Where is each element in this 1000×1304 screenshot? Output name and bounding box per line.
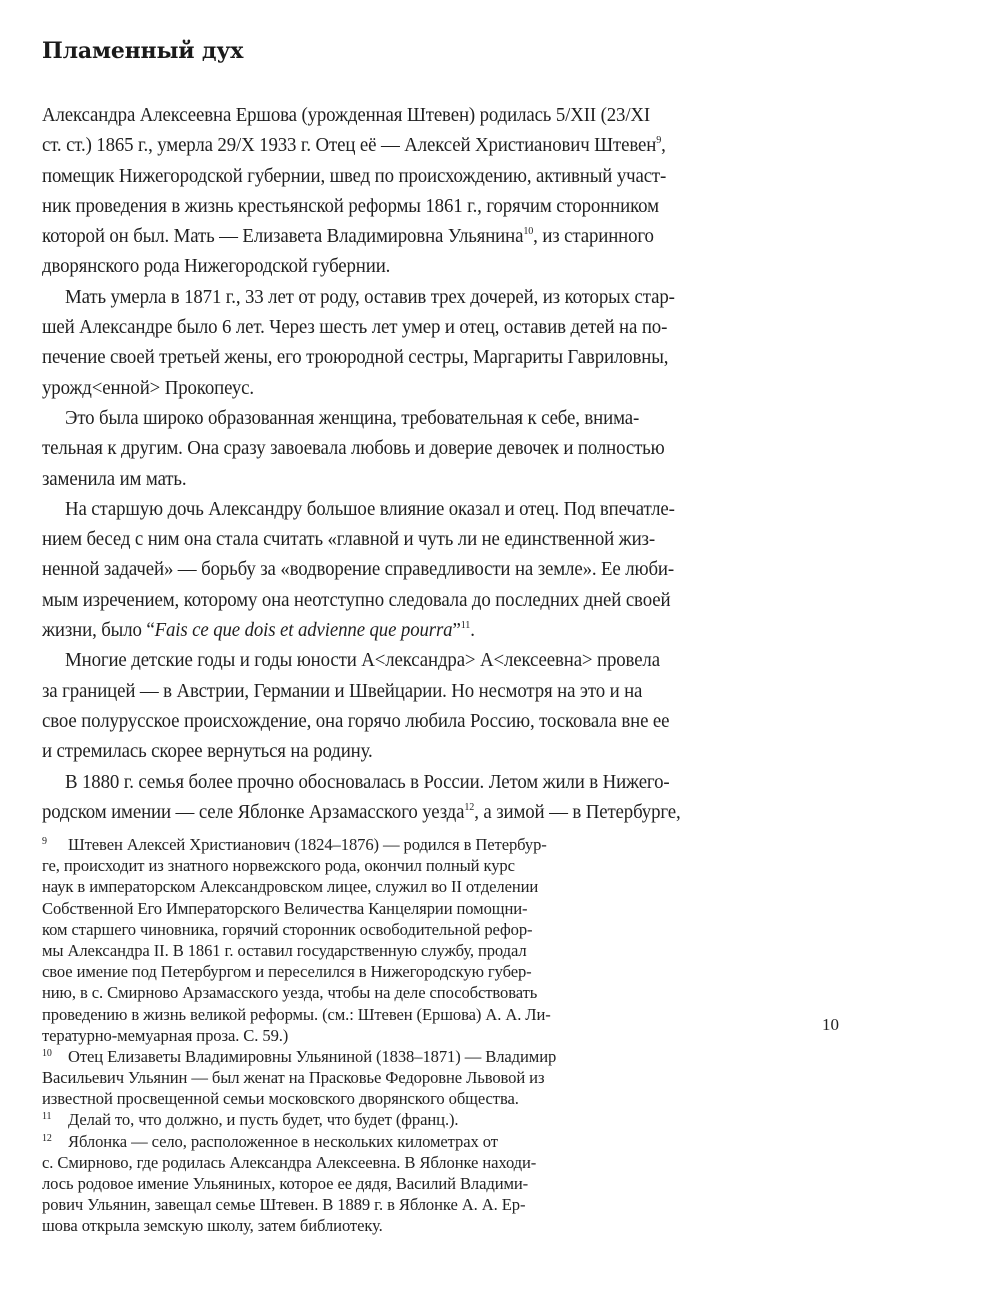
text-line: помещик Нижегородской губернии, швед по происхождению, активный участ- [42, 164, 667, 187]
page-title: Пламенный дух [42, 38, 244, 64]
text-line: урожд<енной> Прокопеус. [42, 376, 254, 399]
paragraph-start: Это была широко образованная женщина, требовательная к себе, внима- [65, 406, 640, 429]
footnote-ref-10[interactable]: 10 [523, 225, 534, 238]
footnote-11: 11 Делай то, что должно, и пусть будет, что будет (франц.). [42, 1110, 459, 1130]
text-line: дворянского рода Нижегородской губернии. [42, 255, 391, 278]
text-line: мым изречением, которому она неотступно следовала до последних дней своей [42, 588, 671, 611]
text-line: которой он был. Мать — Елизавета Владимировна Ульянина$^{10}$, из старинного [42, 225, 654, 248]
text-line: ник проведения в жизнь крестьянской реформы 1861 г., горячим сторонником [42, 194, 659, 217]
text-line: жизни, было “Fais ce que dois et advienne que pourra”$^{11}$. [42, 619, 475, 642]
paragraph-start: Мать умерла в 1871 г., 33 лет от роду, оставив трех дочерей, из которых стар- [65, 285, 675, 308]
text-line: родском имении — селе Яблонке Арзамасского уезда$^{12}$, а зимой — в Петербурге, [42, 800, 681, 823]
paragraph-start: В 1880 г. семья более прочно обосновалась в России. Летом жили в Нижего- [65, 770, 670, 793]
footnote-12: 12 Яблонка — село, расположенное в нескольких километрах от с. Смирново, где родилась Александра Алексеевна. В Яблонке находи- лось родовое имение Ульяниных, которое ее дядя, Василий Владими- рович Ульянин, завещал семье Штевен. В 1889 г. в Яблонке А. А. Ер- шова открыла земскую школу, затем библиотеку. [42, 1131, 537, 1236]
text-line: тельная к другим. Она сразу завоевала любовь и доверие девочек и полностью [42, 437, 665, 460]
paragraph-start: Многие детские годы и годы юности А<лександра> А<лексеевна> провела [65, 649, 660, 672]
text-line: свое полурусское происхождение, она горячо любила Россию, тосковала вне ее [42, 709, 670, 732]
footnote-ref-12[interactable]: 12 [464, 800, 475, 813]
text-line: ненной задачей» — борьбу за «водворение справедливости на земле». Ее люби- [42, 558, 674, 581]
text-line: и стремилась скорее вернуться на родину. [42, 740, 373, 763]
footnote-ref-11[interactable]: 11 [460, 619, 471, 632]
text-line: нием бесед с ним она стала считать «главной и чуть ли не единственной жиз- [42, 528, 655, 551]
text-line: шей Александре было 6 лет. Через шесть лет умер и отец, оставив детей на по- [42, 316, 668, 339]
main-text [42, 100, 872, 827]
footnote-ref-9[interactable]: 9 [656, 134, 662, 147]
footnote-10: 10 Отец Елизаветы Владимировны Ульяниной (1838–1871) — Владимир Васильевич Ульянин — был женат на Прасковье Федоровне Львовой из известной просвещенной семьи московского дворянского общества. [42, 1046, 557, 1109]
text-line: ст. ст.) 1865 г., умерла 29/X 1933 г. Отец её — Алексей Христианович Штевен$^9$, [42, 134, 666, 157]
paragraph-start: На старшую дочь Александру большое влияние оказал и отец. Под впечатле- [65, 497, 675, 520]
text-line: Александра Алексеевна Ершова (урожденная Штевен) родилась 5/XII (23/XI [42, 104, 651, 126]
text-line: заменила им мать. [42, 467, 187, 490]
page-number: 10 [822, 1015, 839, 1034]
text-line: печение своей третьей жены, его троюродной сестры, Маргариты Гавриловны, [42, 346, 669, 369]
footnotes [42, 834, 682, 1237]
text-line: за границей — в Австрии, Германии и Швейцарии. Но несмотря на это и на [42, 679, 643, 702]
french-quote: Fais ce que dois et advienne que pourra [154, 619, 453, 642]
footnote-9: 9 Штевен Алексей Христианович (1824–1876) — родился в Петербур- ге, происходит из знатного норвежского рода, окончил полный курс наук в императорском Александровском лицее, служил во II отделении Собственной Его Императорского Величества Канцелярии помощни- ком старшего чиновника, горячий сторонник освободительной рефор- мы Александра II. В 1861 г. оставил государственную службу, продал свое имение под Петербургом и переселился в Нижегородскую губер- нию, в с. Смирново Арзамасского уезда, чтобы на деле способствовать проведению в жизнь великой реформы. (см.: Штевен (Ершова) А. А. Ли- тературно-мемуарная проза. С. 59.) [42, 835, 551, 1045]
